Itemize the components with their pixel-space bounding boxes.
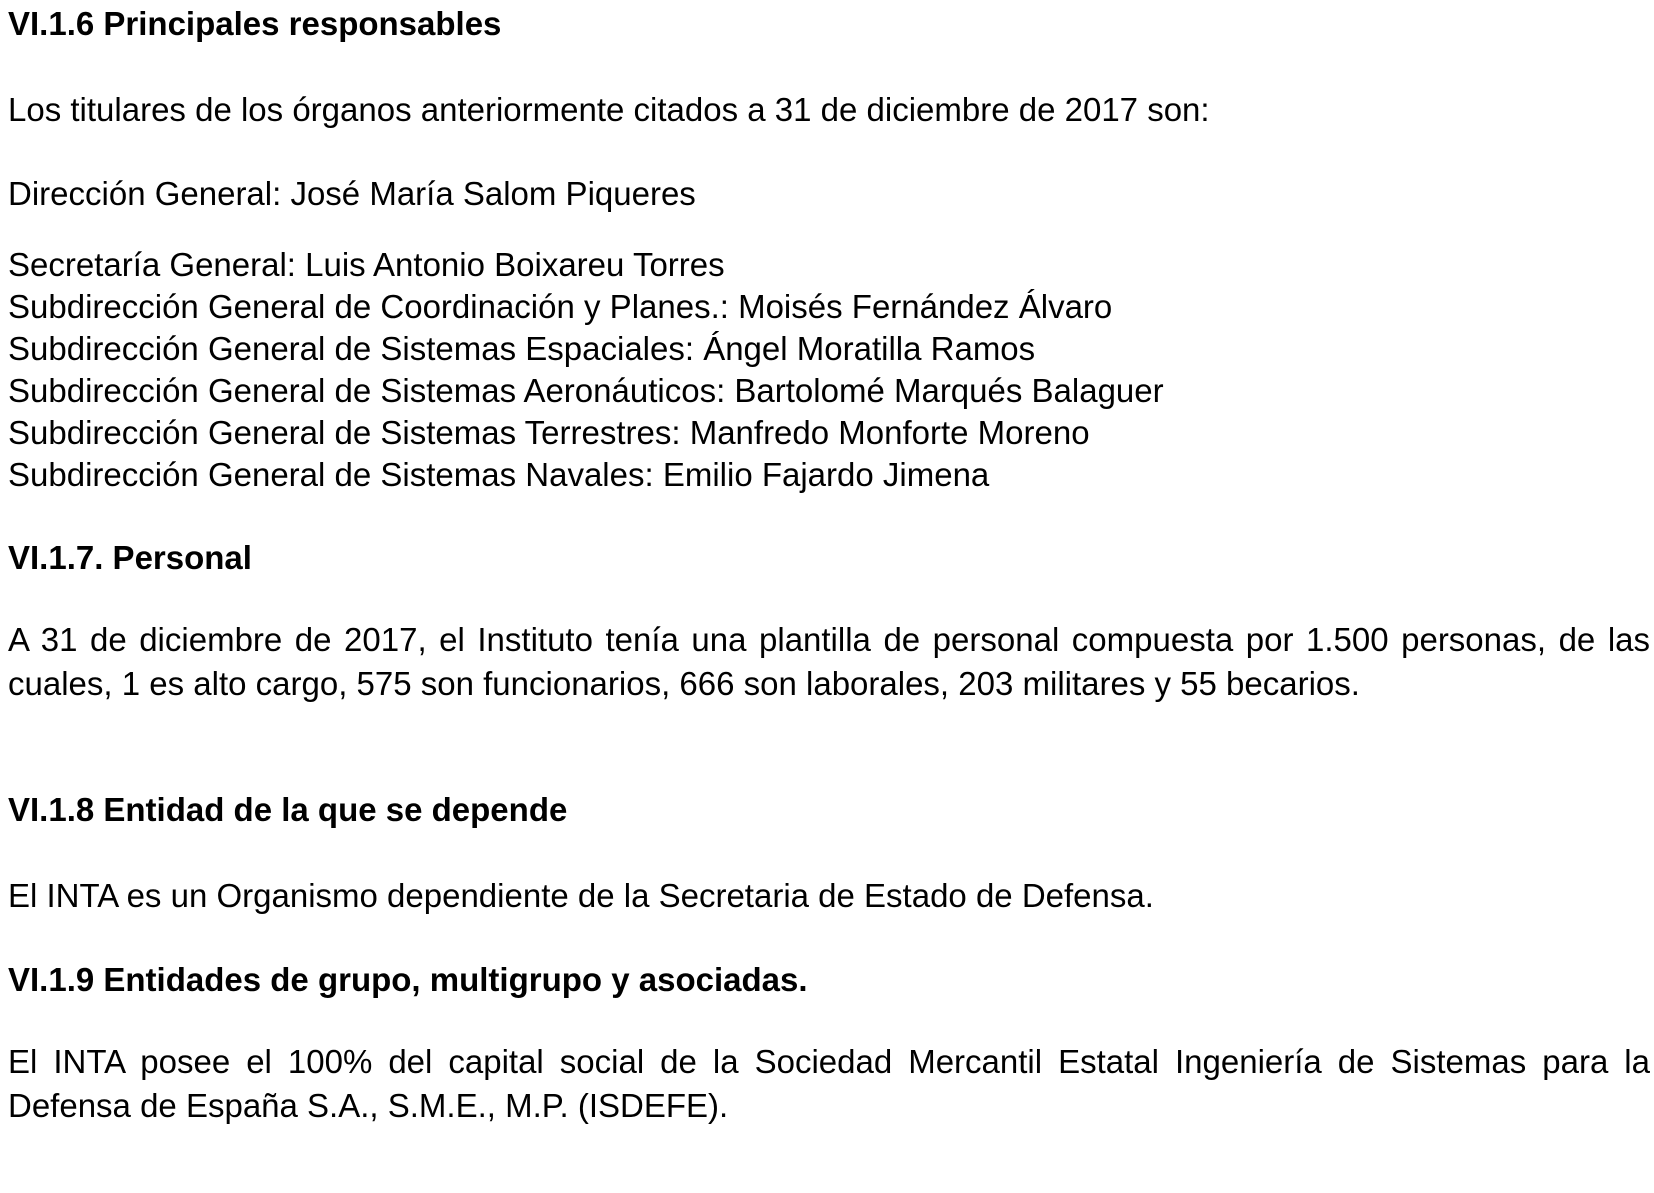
dependency-paragraph: El INTA es un Organismo dependiente de la Secretaria de Estado de Defensa. xyxy=(8,877,1154,914)
official-line: Subdirección General de Sistemas Aeronáuticos: Bartolomé Marqués Balaguer xyxy=(8,372,1164,409)
group-entities-paragraph: El INTA posee el 100% del capital social de la Sociedad Mercantil Estatal Ingeniería de Sistemas para la Defensa de España S.A., S.M.E., M.P. (ISDEFE). xyxy=(8,1043,1650,1124)
director-line: Dirección General: José María Salom Piqueres xyxy=(8,175,696,212)
section-heading-entidades-grupo: VI.1.9 Entidades de grupo, multigrupo y asociadas. xyxy=(8,961,808,998)
personal-paragraph: A 31 de diciembre de 2017, el Instituto tenía una plantilla de personal compuesta por 1.500 personas, de las cuales, 1 es alto cargo, 575 son funcionarios, 666 son laborales, 203 militares y 55 becarios. xyxy=(8,621,1650,702)
section-heading-personal: VI.1.7. Personal xyxy=(8,539,252,576)
intro-paragraph: Los titulares de los órganos anteriormente citados a 31 de diciembre de 2017 son: xyxy=(8,91,1210,128)
official-line: Subdirección General de Sistemas Navales: Emilio Fajardo Jimena xyxy=(8,456,990,493)
official-line: Subdirección General de Coordinación y Planes.: Moisés Fernández Álvaro xyxy=(8,288,1113,325)
official-line: Subdirección General de Sistemas Terrestres: Manfredo Monforte Moreno xyxy=(8,414,1090,451)
official-line: Subdirección General de Sistemas Espaciales: Ángel Moratilla Ramos xyxy=(8,330,1036,367)
section-heading-principales-responsables: VI.1.6 Principales responsables xyxy=(8,5,502,42)
officials-list xyxy=(8,243,1164,497)
section-heading-entidad-dependencia: VI.1.8 Entidad de la que se depende xyxy=(8,791,568,828)
official-line: Secretaría General: Luis Antonio Boixareu Torres xyxy=(8,246,725,283)
